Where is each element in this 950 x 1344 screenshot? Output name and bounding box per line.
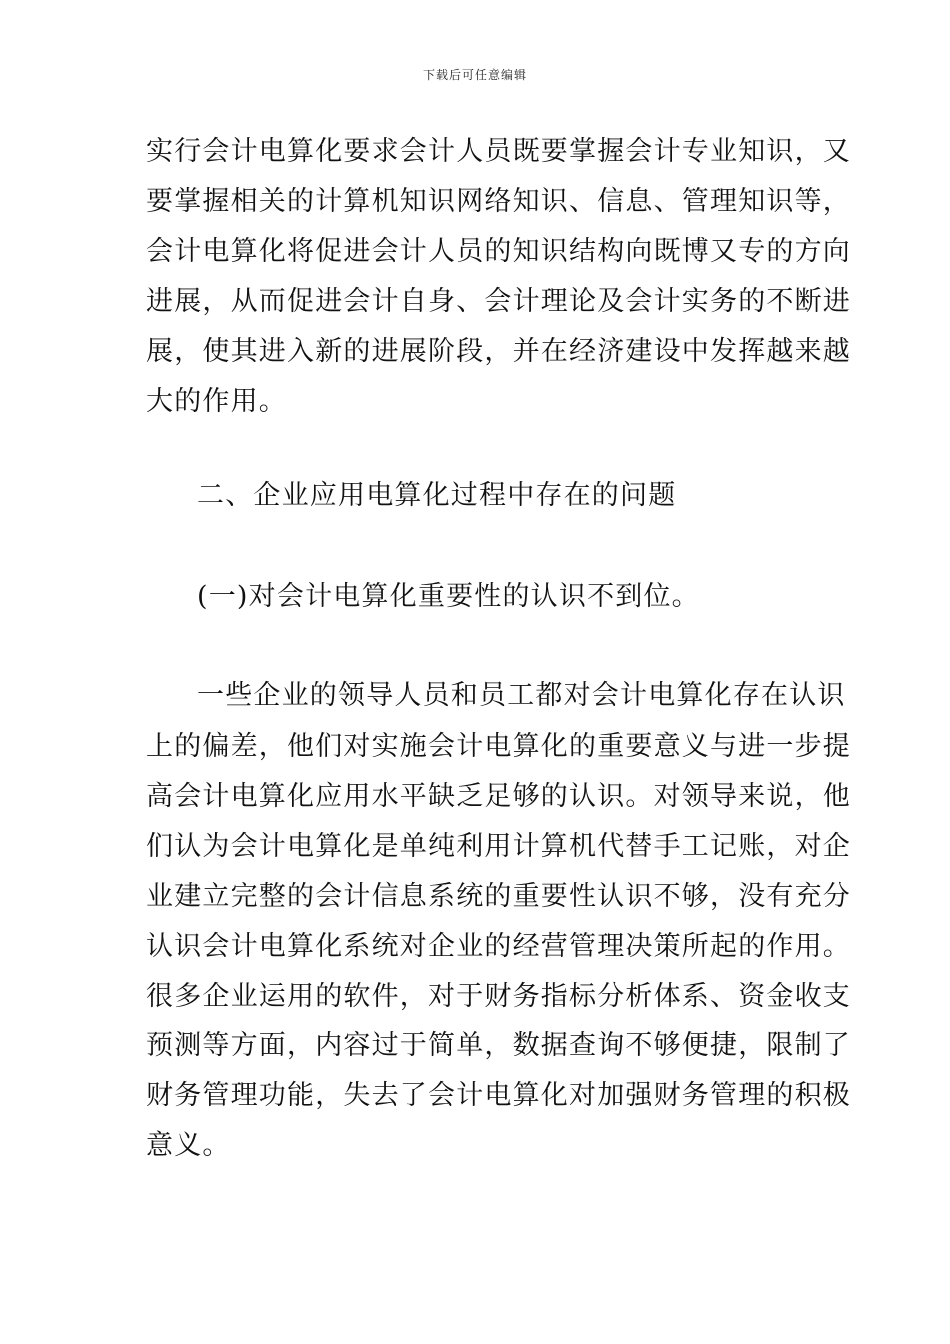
paragraph-2-line: 高会计电算化应用水平缺乏足够的认识。对领导来说，他 — [146, 781, 851, 812]
paragraph-2-line: 们认为会计电算化是单纯利用计算机代替手工记账，对企 — [146, 831, 851, 862]
paragraph-1-line: 进展，从而促进会计自身、会计理论及会计实务的不断进 — [146, 286, 851, 317]
paragraph-2-line: 财务管理功能，失去了会计电算化对加强财务管理的积极 — [146, 1080, 851, 1111]
subsection-heading: (一)对会计电算化重要性的认识不到位。 — [197, 581, 700, 612]
paragraph-2-line: 上的偏差，他们对实施会计电算化的重要意义与进一步提 — [146, 731, 851, 762]
paragraph-2-line: 业建立完整的会计信息系统的重要性认识不够，没有充分 — [146, 881, 851, 912]
paragraph-2-line: 意义。 — [146, 1130, 231, 1161]
page-header: 下载后可任意编辑 — [422, 68, 527, 82]
paragraph-2-line: 认识会计电算化系统对企业的经营管理决策所起的作用。 — [146, 931, 851, 962]
section-heading: 二、企业应用电算化过程中存在的问题 — [197, 480, 677, 511]
paragraph-2-line: 预测等方面，内容过于简单，数据查询不够便捷，限制了 — [146, 1030, 851, 1061]
paragraph-1-line: 大的作用。 — [146, 386, 287, 417]
paragraph-1-line: 要掌握相关的计算机知识网络知识、信息、管理知识等， — [146, 186, 851, 217]
paragraph-2-line: 很多企业运用的软件，对于财务指标分析体系、资金收支 — [146, 981, 851, 1012]
paragraph-1-line: 会计电算化将促进会计人员的知识结构向既博又专的方向 — [146, 236, 851, 267]
paragraph-2-line: 一些企业的领导人员和员工都对会计电算化存在认识 — [197, 680, 846, 711]
paragraph-1-line: 实行会计电算化要求会计人员既要掌握会计专业知识，又 — [146, 136, 851, 167]
paragraph-1-line: 展，使其进入新的进展阶段，并在经济建设中发挥越来越 — [146, 336, 851, 367]
